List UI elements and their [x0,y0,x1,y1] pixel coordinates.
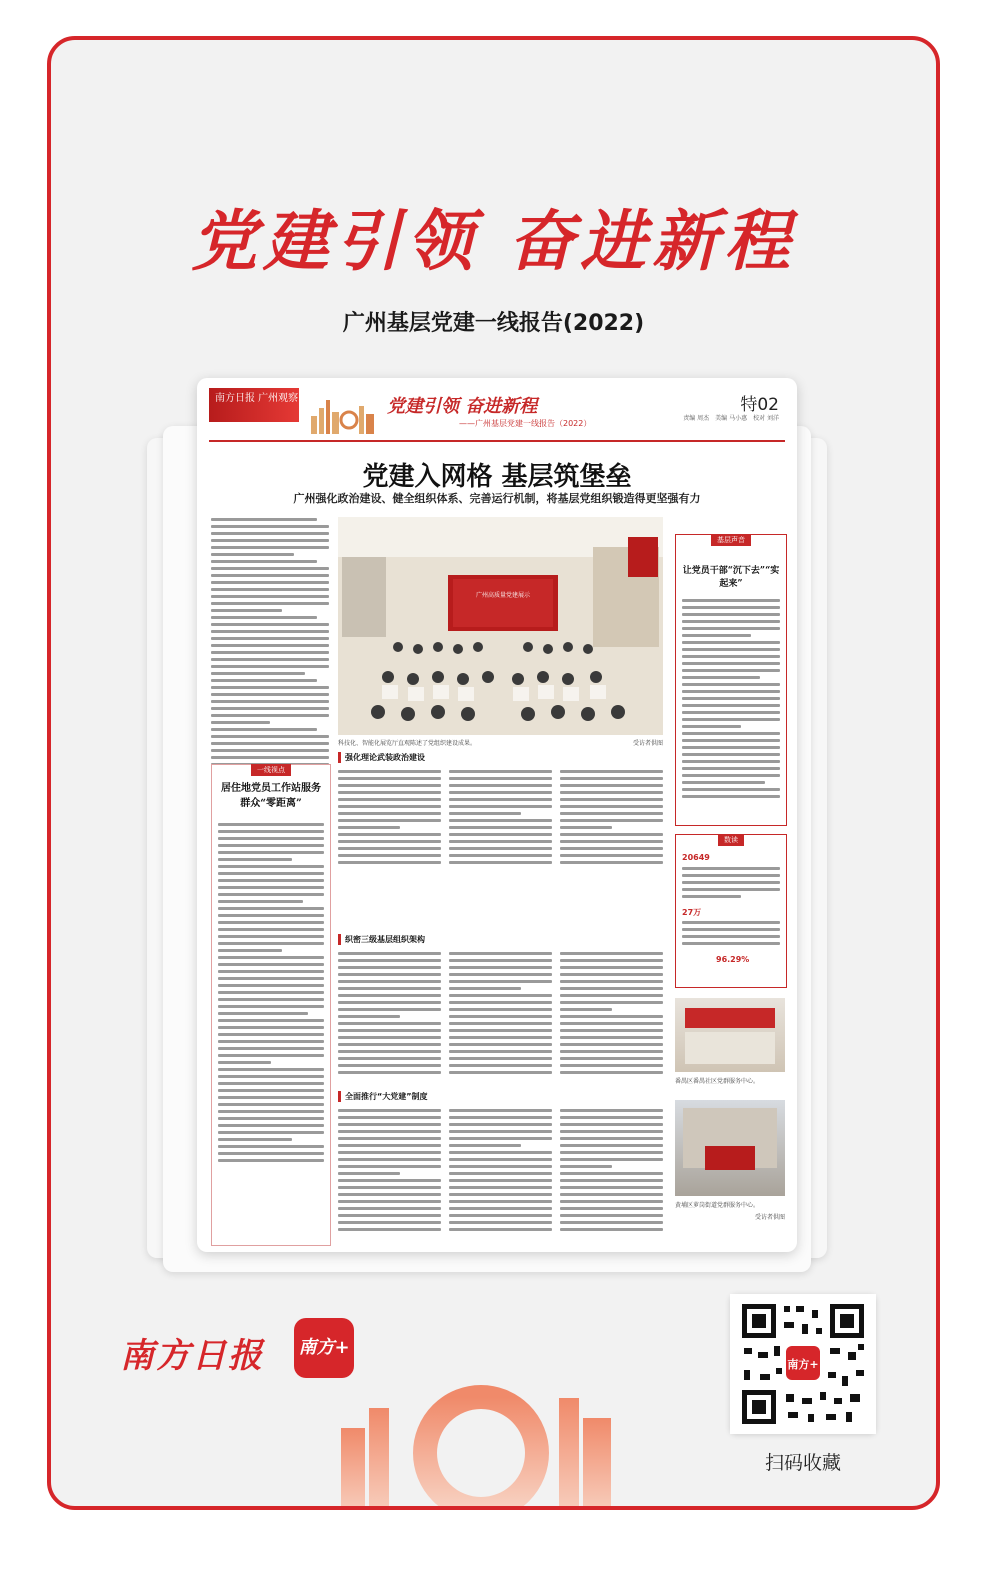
campaign-subtitle: ——广州基层党建一线报告（2022） [459,419,592,428]
right-photo-1 [675,998,785,1072]
right-photo-credit: 受访者供图 [754,1214,785,1221]
page-number: 特02 [740,395,779,415]
newspaper-header [209,388,785,442]
data-box-text-2 [682,921,780,949]
section-heading-2: 织密三级基层组织架构 [338,934,425,945]
qr-code[interactable] [730,1294,876,1434]
intro-text-block [211,518,329,791]
data-stat-3-row [716,955,749,964]
section-1-text [338,770,663,868]
newspaper-page[interactable] [197,378,797,1252]
photo-credit: 受访者供图 [632,740,663,747]
poster-title: 党建引领 奋进新程 [191,202,796,280]
page-credits: 责编 周杰 美编 马小惠 校对 刘洋 [683,415,779,422]
article-headline: 党建入网格 基层筑堡垒 [362,462,632,492]
campaign-title: 党建引领 奋进新程 [387,396,538,417]
poster-frame [47,36,940,1510]
data-stat-2-row [682,907,701,918]
right-sidebar [675,534,787,826]
bottom-skyline-icon [331,1358,631,1510]
right-sidebar-title: 让党员干部“沉下去”“实起来” [682,566,780,589]
data-box-tag: 数读 [718,834,744,846]
data-stat-1: 20649 [682,853,710,862]
section-2-text [338,952,663,1078]
data-box [675,834,787,988]
section-3-text [338,1109,663,1235]
event-photo [338,517,663,735]
data-stat-3: 96.29% [716,955,750,964]
section-heading-3: 全面推行“大党建”制度 [338,1091,428,1102]
left-sidebar-tag: 一线视点 [251,764,291,776]
app-logo[interactable]: 南方+ [294,1318,354,1378]
left-sidebar-title: 居住地党员工作站服务群众“零距离” [221,783,321,809]
right-photo-2 [675,1100,785,1196]
left-sidebar [211,764,331,1246]
right-sidebar-text [682,599,780,802]
article-deck: 广州强化政治建设、健全组织体系、完善运行机制，将基层党组织锻造得更坚强有力 [293,492,701,505]
photo-caption: 科技化、智能化展览厅直观陈述了党组织建设成果。 [338,740,477,747]
right-sidebar-tag: 基层声音 [711,534,751,546]
qr-caption: 扫码收藏 [764,1452,841,1474]
masthead-badge: 南方日报 广州观察 [209,388,299,422]
photo-caption-row [338,738,663,747]
right-photo-2-caption: 黄埔区萝岗街道党群服务中心。 [675,1202,760,1209]
right-photo-1-caption: 番禺区番禺社区党群服务中心。 [675,1078,760,1085]
section-heading-1: 强化理论武装政治建设 [338,752,425,763]
qr-code-icon [730,1294,876,1434]
stage-banner-text: 广州高质量党建展示 [475,592,531,599]
data-box-text-1 [682,867,780,902]
poster-subtitle: 广州基层党建一线报告(2022) [342,311,645,336]
data-stat-1-row [682,853,710,862]
skyline-icon [309,396,379,434]
qr-center-logo: 南方+ [787,1358,819,1371]
data-stat-2: 27万 [682,908,702,917]
left-sidebar-text [218,823,324,1166]
brand-logo: 南方日报 [120,1336,264,1376]
